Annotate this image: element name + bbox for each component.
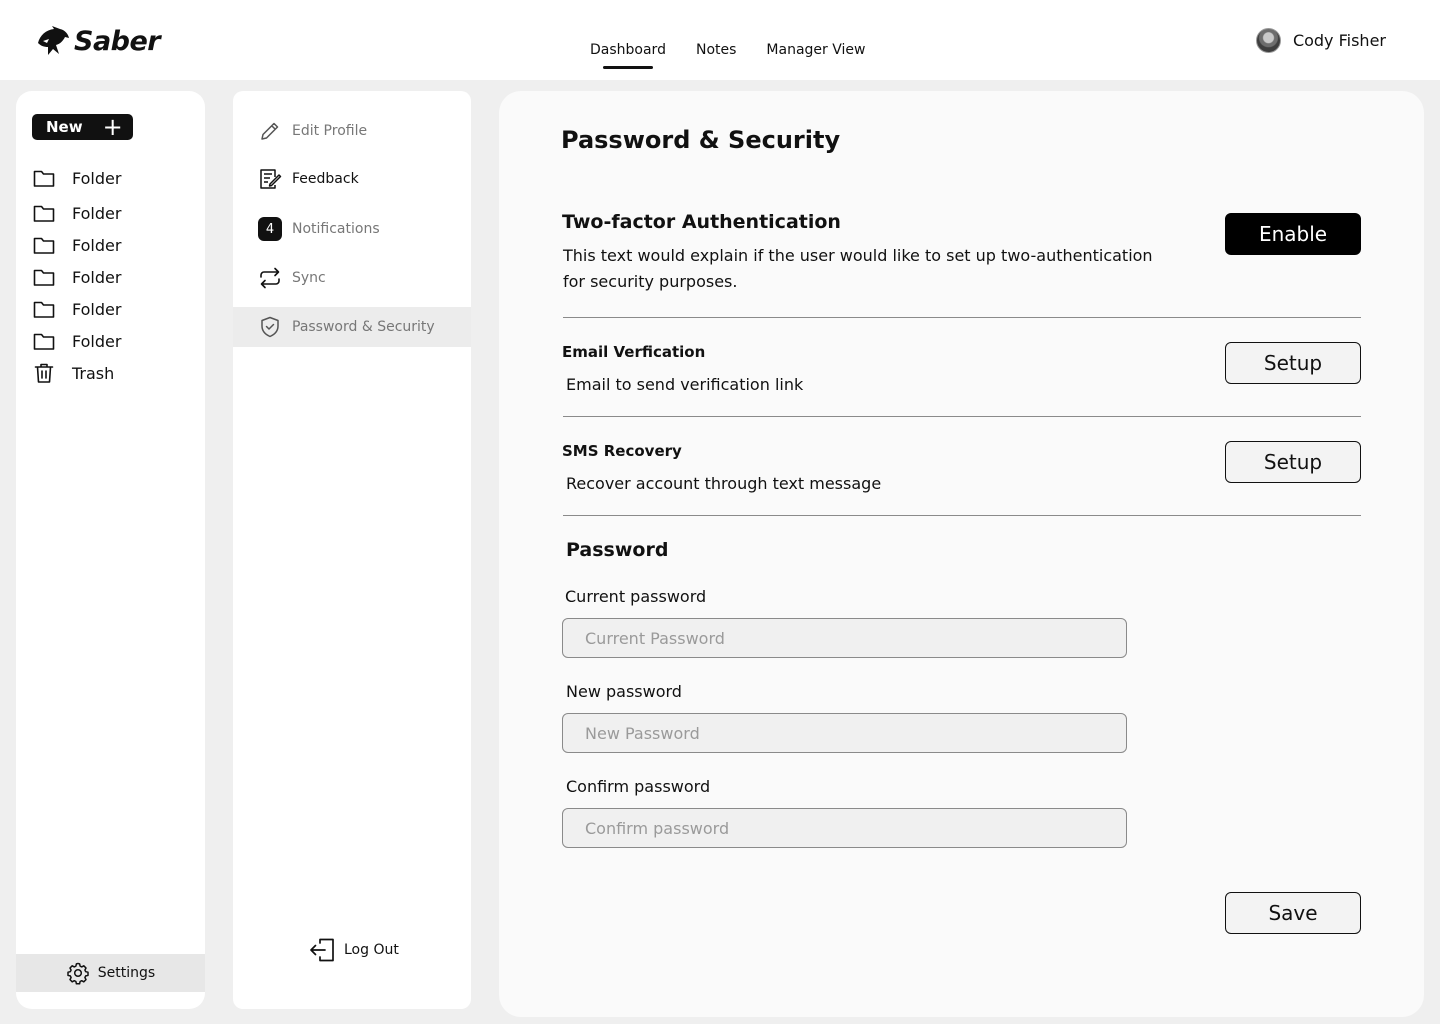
sidebar-item-folder[interactable] <box>32 229 121 261</box>
logout-button[interactable] <box>308 936 399 964</box>
two-factor-description-line1: This text would explain if the user would like to set up two-authentication <box>563 246 1153 265</box>
folder-icon <box>32 201 56 225</box>
current-password-label: Current password <box>565 587 707 606</box>
folder-icon <box>32 265 56 289</box>
email-setup-button[interactable]: Setup <box>1225 342 1361 384</box>
notification-count-badge: 4 <box>258 217 282 241</box>
save-button[interactable]: Save <box>1225 892 1361 934</box>
confirm-password-label: Confirm password <box>566 777 711 796</box>
sms-recovery-title: SMS Recovery <box>562 442 682 460</box>
settings-menu <box>233 91 471 1009</box>
folder-icon <box>32 297 56 321</box>
current-password-input[interactable] <box>562 618 1127 658</box>
main-panel <box>499 91 1424 1017</box>
sidebar-item-label: Folder <box>72 267 122 287</box>
logout-label: Log Out <box>344 942 399 958</box>
feedback-icon <box>258 167 282 191</box>
two-factor-description-line2: for security purposes. <box>563 272 738 291</box>
password-section-title: Password <box>566 539 669 561</box>
sidebar-item-label: Folder <box>72 299 122 319</box>
brand-name: Saber <box>74 25 161 57</box>
enable-2fa-button[interactable]: Enable <box>1225 213 1361 255</box>
divider <box>563 515 1361 516</box>
sidebar-item-label: Trash <box>72 363 115 383</box>
sms-recovery-description: Recover account through text message <box>566 474 882 493</box>
sync-icon <box>258 266 282 290</box>
sidebar-item-folder[interactable] <box>32 162 121 194</box>
user-menu[interactable] <box>1256 28 1386 53</box>
two-factor-title: Two-factor Authentication <box>562 211 841 233</box>
menu-item-label: Sync <box>292 270 326 286</box>
menu-item-label: Feedback <box>292 171 359 187</box>
menu-item-sync[interactable] <box>233 258 471 298</box>
menu-item-feedback[interactable] <box>233 159 471 199</box>
divider <box>563 317 1361 318</box>
folder-icon <box>32 233 56 257</box>
plus-icon: + <box>102 113 123 141</box>
sidebar-item-folder[interactable] <box>32 325 121 357</box>
saber-logo-icon <box>36 25 70 57</box>
sidebar-item-label: Folder <box>72 331 122 351</box>
new-button[interactable] <box>32 114 133 140</box>
email-verification-description: Email to send verification link <box>566 375 804 394</box>
gear-icon <box>66 961 90 985</box>
sidebar <box>16 91 205 1009</box>
trash-icon <box>32 361 56 385</box>
divider <box>563 416 1361 417</box>
menu-item-label: Password & Security <box>292 319 435 335</box>
email-verification-title: Email Verfication <box>562 343 706 361</box>
menu-item-notifications[interactable] <box>233 209 471 249</box>
sidebar-item-folder[interactable] <box>32 293 121 325</box>
main-nav <box>590 42 895 58</box>
sms-setup-button[interactable]: Setup <box>1225 441 1361 483</box>
pencil-icon <box>258 119 282 143</box>
tab-dashboard[interactable]: Dashboard <box>590 42 666 58</box>
sidebar-item-folder[interactable] <box>32 261 121 293</box>
folder-icon <box>32 329 56 353</box>
menu-item-label: Notifications <box>292 221 380 237</box>
new-button-label: New <box>46 118 83 136</box>
menu-item-edit-profile[interactable] <box>233 111 471 151</box>
confirm-password-input[interactable] <box>562 808 1127 848</box>
sidebar-item-label: Folder <box>72 203 122 223</box>
top-bar <box>0 0 1440 80</box>
menu-item-label: Edit Profile <box>292 123 368 139</box>
new-password-input[interactable] <box>562 713 1127 753</box>
logo[interactable] <box>36 24 160 58</box>
sidebar-item-label: Folder <box>72 168 122 188</box>
shield-icon <box>258 315 282 339</box>
sidebar-item-label: Folder <box>72 235 122 255</box>
user-name: Cody Fisher <box>1292 31 1386 50</box>
sidebar-item-trash[interactable] <box>32 357 121 389</box>
tab-manager-view[interactable]: Manager View <box>766 42 866 58</box>
folder-list <box>32 162 121 389</box>
settings-label: Settings <box>97 965 156 981</box>
sidebar-item-folder[interactable] <box>32 197 121 229</box>
menu-item-password-security[interactable] <box>233 307 471 347</box>
tab-notes[interactable]: Notes <box>695 42 737 58</box>
new-password-label: New password <box>566 682 682 701</box>
logout-icon <box>308 936 336 964</box>
settings-button[interactable] <box>16 954 205 992</box>
page-title: Password & Security <box>561 126 841 154</box>
avatar[interactable] <box>1256 28 1281 53</box>
folder-icon <box>32 166 56 190</box>
